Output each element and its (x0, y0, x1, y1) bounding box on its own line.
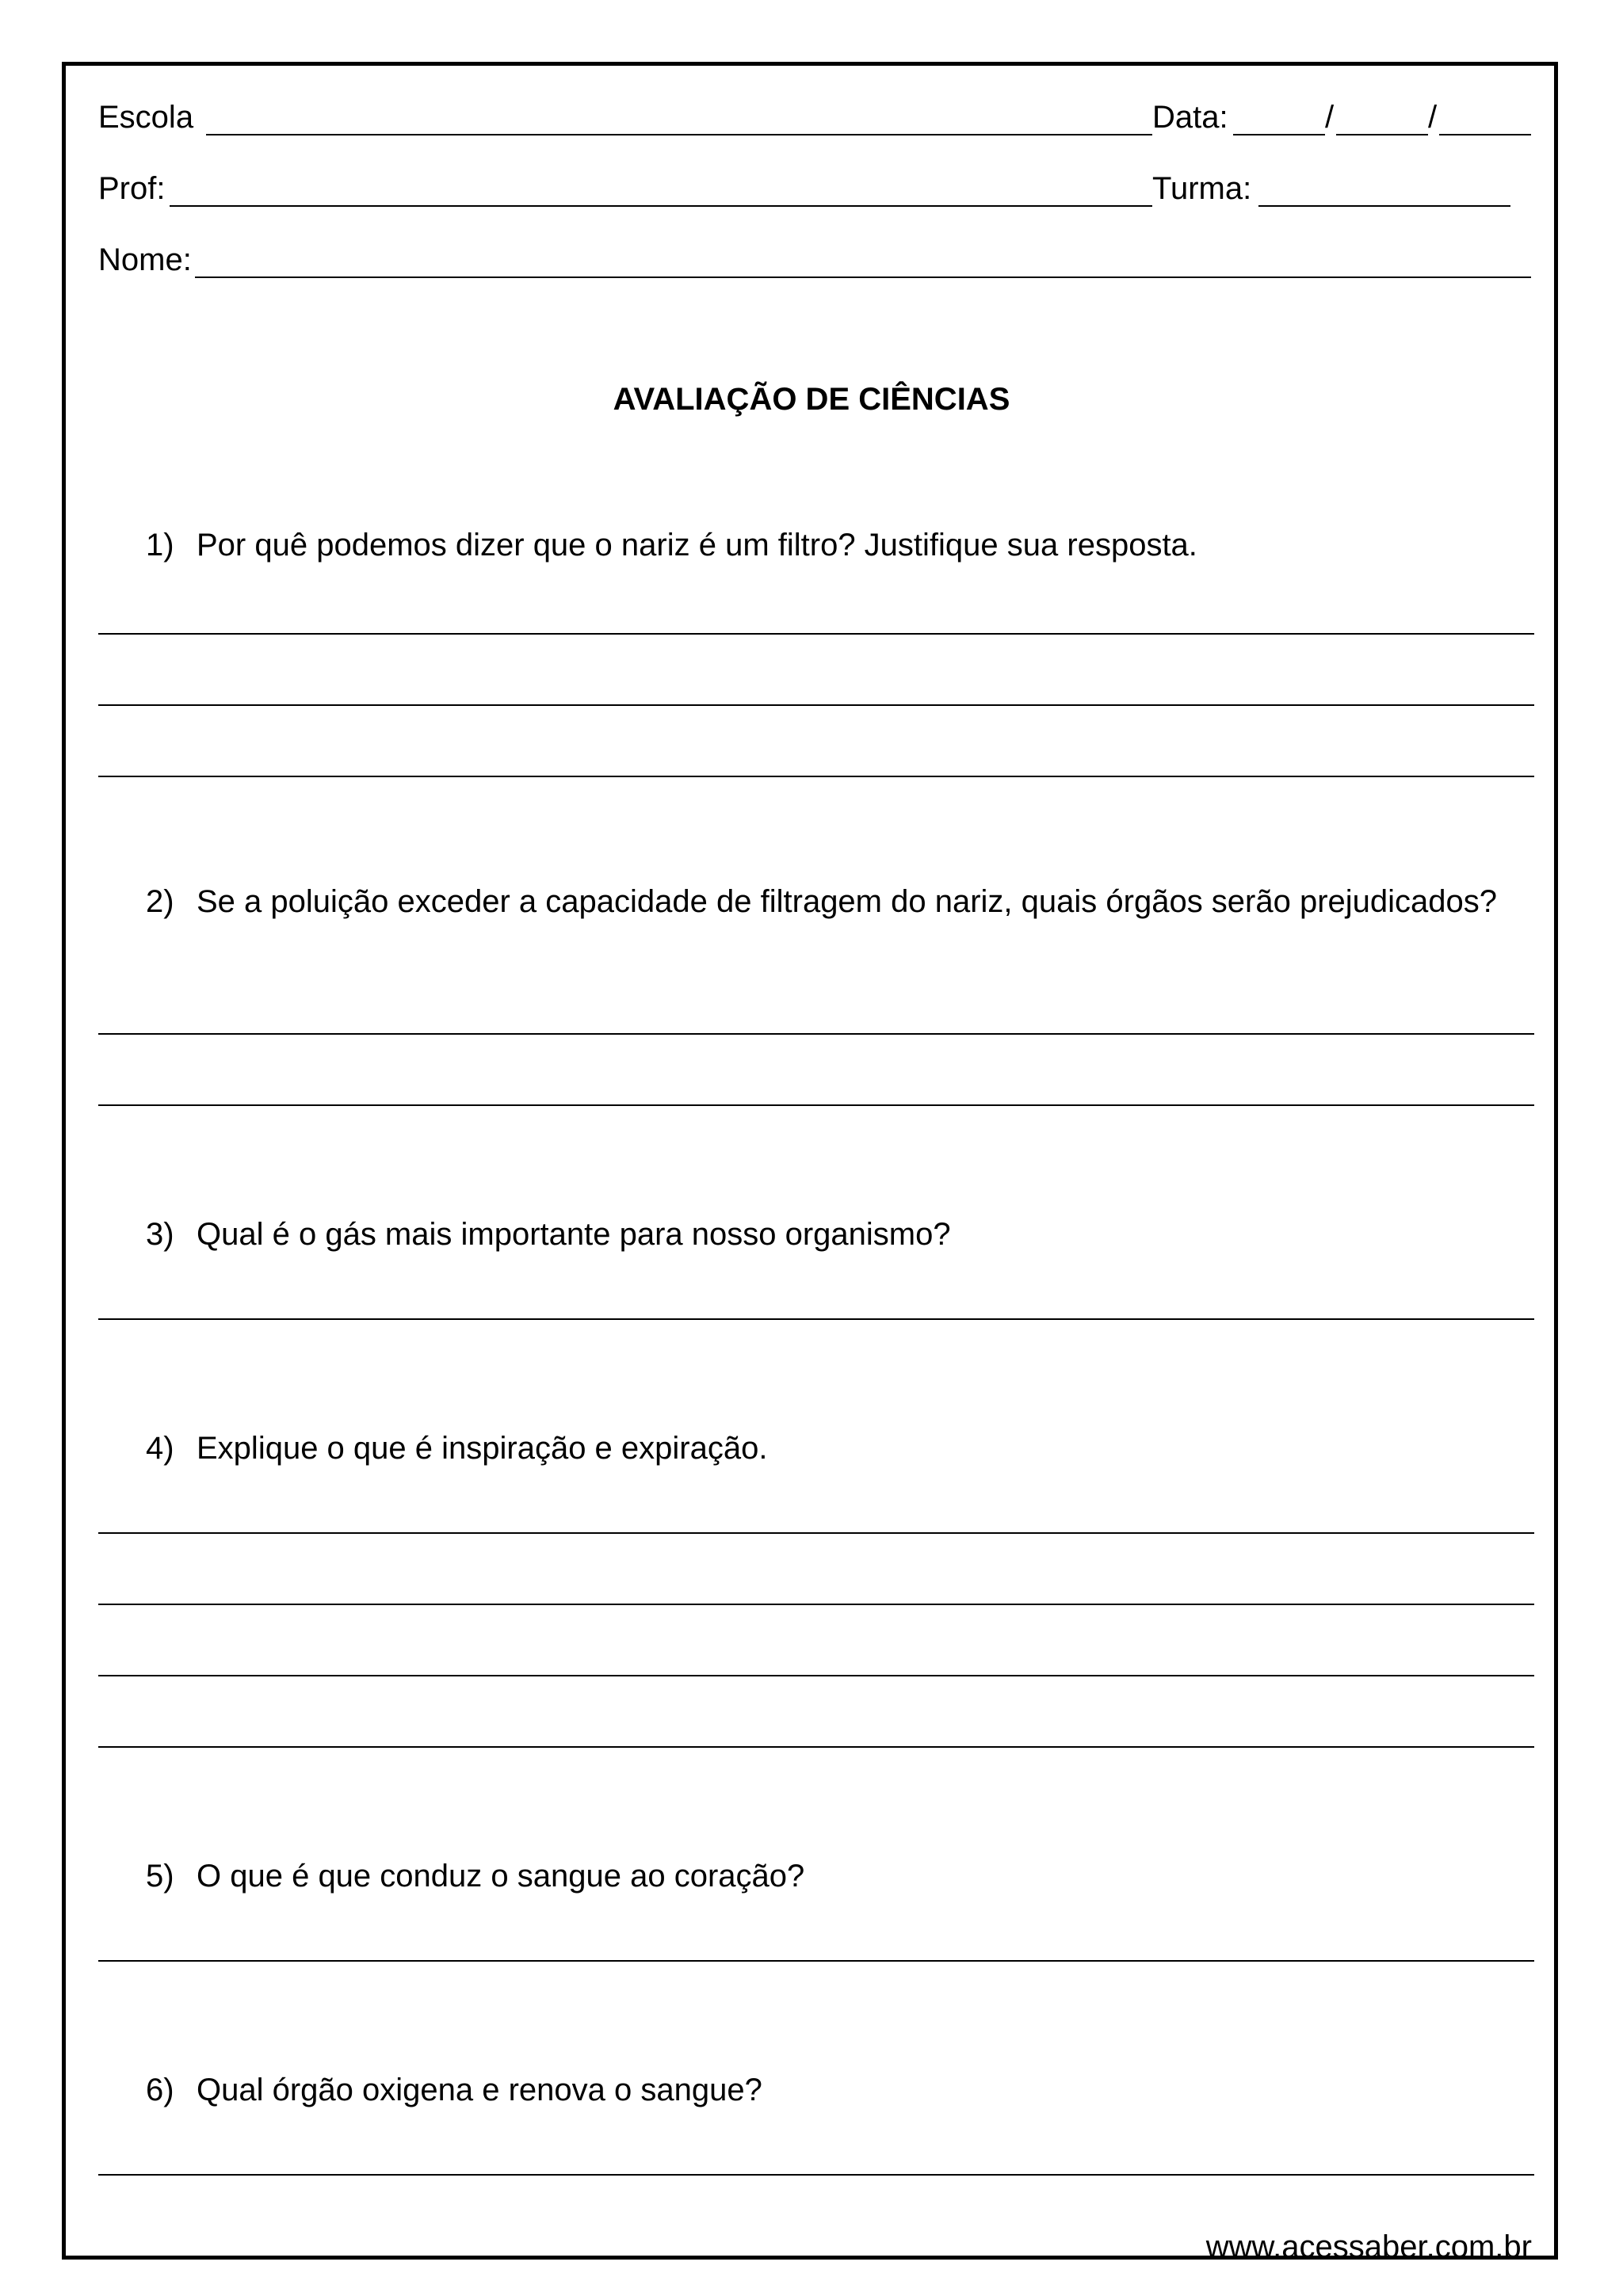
answer-line[interactable] (98, 1746, 1534, 1748)
question-text: Explique o que é inspiração e expiração. (197, 1431, 768, 1466)
date-separator: / (1325, 100, 1335, 135)
question-number: 4) (146, 1431, 174, 1466)
teacher-label: Prof: (98, 171, 166, 206)
answer-line[interactable] (98, 776, 1534, 777)
school-label: Escola (98, 100, 194, 135)
answer-line[interactable] (98, 1604, 1534, 1605)
question-text: Qual é o gás mais importante para nosso organismo? (197, 1217, 951, 1252)
question-text: Por quê podemos dizer que o nariz é um filtro? Justifique sua resposta. (197, 528, 1197, 563)
name-label: Nome: (98, 242, 192, 277)
answer-line[interactable] (98, 2174, 1534, 2176)
answer-line[interactable] (98, 704, 1534, 706)
answer-line[interactable] (98, 1675, 1534, 1676)
answer-line[interactable] (98, 1318, 1534, 1320)
answer-line[interactable] (98, 1532, 1534, 1534)
date-day-field[interactable] (1233, 134, 1325, 135)
question-text: Se a poluição exceder a capacidade de filtragem do nariz, quais órgãos serão prejudicados? (197, 884, 1498, 919)
question-number: 5) (146, 1859, 174, 1894)
question-text: Qual órgão oxigena e renova o sangue? (197, 2073, 762, 2107)
date-separator: / (1428, 100, 1438, 135)
page-title: AVALIAÇÃO DE CIÊNCIAS (613, 382, 1010, 417)
answer-line[interactable] (98, 1104, 1534, 1106)
question-number: 1) (146, 528, 174, 563)
answer-line[interactable] (98, 633, 1534, 635)
question-number: 2) (146, 884, 174, 919)
answer-line[interactable] (98, 1033, 1534, 1035)
question-text: O que é que conduz o sangue ao coração? (197, 1859, 805, 1894)
class-field[interactable] (1258, 205, 1510, 207)
website-footer: www.acessaber.com.br (1205, 2229, 1532, 2264)
question-number: 3) (146, 1217, 174, 1252)
school-field[interactable] (206, 134, 1152, 135)
answer-line[interactable] (98, 1960, 1534, 1962)
class-label: Turma: (1152, 171, 1252, 206)
date-label: Data: (1152, 100, 1228, 135)
question-number: 6) (146, 2073, 174, 2107)
name-field[interactable] (195, 277, 1531, 278)
teacher-field[interactable] (170, 205, 1152, 207)
date-month-field[interactable] (1336, 134, 1428, 135)
date-year-field[interactable] (1439, 134, 1531, 135)
